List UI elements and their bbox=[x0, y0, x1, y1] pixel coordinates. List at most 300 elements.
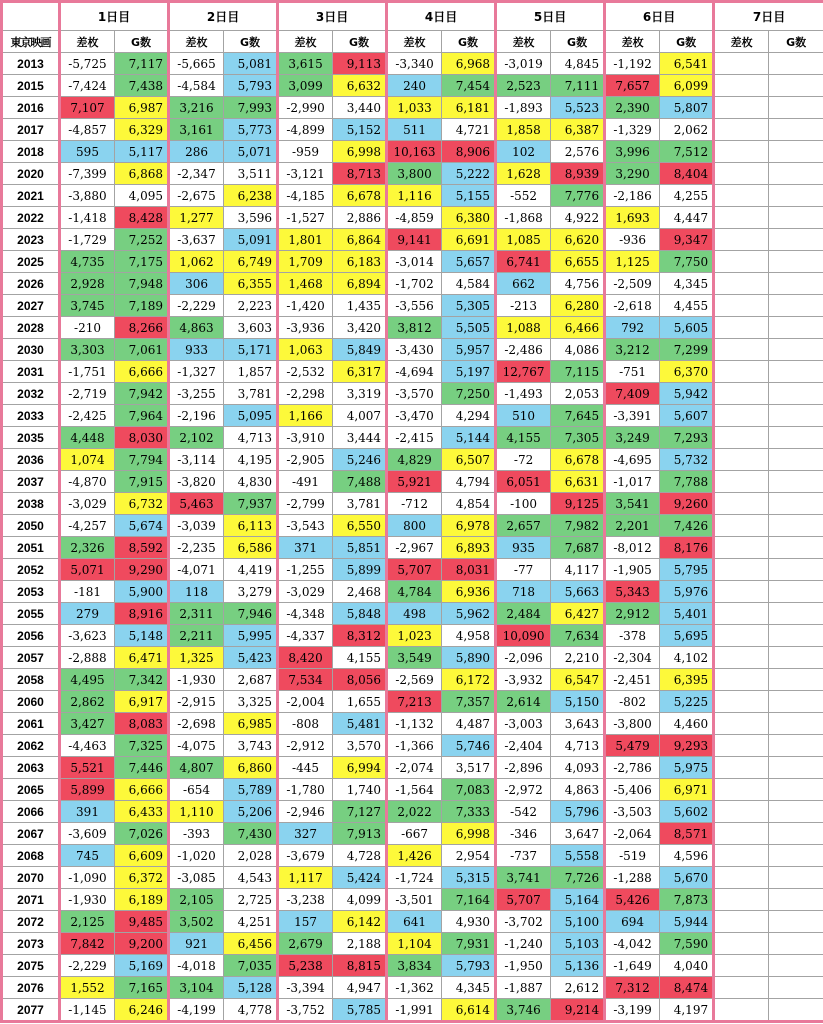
diff-cell: -2,967 bbox=[387, 537, 442, 559]
table-row bbox=[2, 603, 823, 625]
diff-cell: 5,479 bbox=[605, 735, 660, 757]
games-cell: 7,438 bbox=[115, 75, 169, 97]
games-cell: 2,223 bbox=[224, 295, 278, 317]
games-cell: 7,512 bbox=[660, 141, 714, 163]
diff-cell: -2,905 bbox=[278, 449, 333, 471]
games-cell: 6,609 bbox=[115, 845, 169, 867]
games-cell: 2,028 bbox=[224, 845, 278, 867]
machine-number: 2076 bbox=[2, 977, 60, 999]
diff-cell: 2,105 bbox=[169, 889, 224, 911]
games-cell: 5,962 bbox=[442, 603, 496, 625]
machine-number: 2073 bbox=[2, 933, 60, 955]
games-cell: 4,460 bbox=[660, 713, 714, 735]
diff-cell: -936 bbox=[605, 229, 660, 251]
games-cell: 6,317 bbox=[333, 361, 387, 383]
diff-cell: -1,366 bbox=[387, 735, 442, 757]
games-cell: 6,614 bbox=[442, 999, 496, 1022]
machine-number: 2056 bbox=[2, 625, 60, 647]
diff-cell: -3,085 bbox=[169, 867, 224, 889]
games-cell: 5,657 bbox=[442, 251, 496, 273]
games-cell: 2,062 bbox=[660, 119, 714, 141]
diff-cell: 2,102 bbox=[169, 427, 224, 449]
diff-cell: -1,729 bbox=[60, 229, 115, 251]
machine-number: 2071 bbox=[2, 889, 60, 911]
diff-cell: 9,141 bbox=[387, 229, 442, 251]
diff-cell: 3,303 bbox=[60, 339, 115, 361]
games-cell: 8,266 bbox=[115, 317, 169, 339]
diff-cell: 3,549 bbox=[387, 647, 442, 669]
games-cell: 7,357 bbox=[442, 691, 496, 713]
table-row bbox=[2, 559, 823, 581]
games-cell bbox=[769, 163, 823, 185]
games-cell: 8,906 bbox=[442, 141, 496, 163]
diff-cell: -2,347 bbox=[169, 163, 224, 185]
games-cell: 7,165 bbox=[115, 977, 169, 999]
games-cell bbox=[769, 119, 823, 141]
games-cell: 8,176 bbox=[660, 537, 714, 559]
games-cell: 5,401 bbox=[660, 603, 714, 625]
games-cell: 7,333 bbox=[442, 801, 496, 823]
games-cell: 6,355 bbox=[224, 273, 278, 295]
games-cell bbox=[769, 889, 823, 911]
games-cell: 7,426 bbox=[660, 515, 714, 537]
games-cell: 8,474 bbox=[660, 977, 714, 999]
games-cell: 8,312 bbox=[333, 625, 387, 647]
diff-cell: 5,238 bbox=[278, 955, 333, 977]
games-cell: 6,433 bbox=[115, 801, 169, 823]
diff-cell: 792 bbox=[605, 317, 660, 339]
games-cell: 6,456 bbox=[224, 933, 278, 955]
diff-cell: -4,042 bbox=[605, 933, 660, 955]
games-cell bbox=[769, 691, 823, 713]
diff-cell bbox=[714, 823, 769, 845]
diff-cell: -5,665 bbox=[169, 53, 224, 75]
games-cell: 6,998 bbox=[442, 823, 496, 845]
games-cell: 4,345 bbox=[660, 273, 714, 295]
diff-cell: 10,163 bbox=[387, 141, 442, 163]
games-cell: 5,071 bbox=[224, 141, 278, 163]
diff-cell: -519 bbox=[605, 845, 660, 867]
games-cell: 6,998 bbox=[333, 141, 387, 163]
diff-cell bbox=[714, 339, 769, 361]
table-row bbox=[2, 295, 823, 317]
games-cell: 4,255 bbox=[660, 185, 714, 207]
games-cell: 2,725 bbox=[224, 889, 278, 911]
games-cell: 5,674 bbox=[115, 515, 169, 537]
games-cell: 3,325 bbox=[224, 691, 278, 713]
games-cell: 6,968 bbox=[442, 53, 496, 75]
games-cell: 6,936 bbox=[442, 581, 496, 603]
diff-cell: -2,304 bbox=[605, 647, 660, 669]
diff-cell: -1,145 bbox=[60, 999, 115, 1022]
games-cell: 5,481 bbox=[333, 713, 387, 735]
diff-cell bbox=[714, 647, 769, 669]
games-cell: 6,189 bbox=[115, 889, 169, 911]
games-cell: 5,849 bbox=[333, 339, 387, 361]
table-row bbox=[2, 251, 823, 273]
diff-cell: 5,343 bbox=[605, 581, 660, 603]
diff-cell: 1,166 bbox=[278, 405, 333, 427]
diff-cell: -2,004 bbox=[278, 691, 333, 713]
machine-number: 2015 bbox=[2, 75, 60, 97]
diff-cell: 7,842 bbox=[60, 933, 115, 955]
games-cell: 4,830 bbox=[224, 471, 278, 493]
games-cell: 8,083 bbox=[115, 713, 169, 735]
diff-cell bbox=[714, 515, 769, 537]
games-cell bbox=[769, 713, 823, 735]
diff-cell: -3,121 bbox=[278, 163, 333, 185]
games-cell: 5,225 bbox=[660, 691, 714, 713]
diff-cell: -3,501 bbox=[387, 889, 442, 911]
games-cell: 5,995 bbox=[224, 625, 278, 647]
games-cell: 4,487 bbox=[442, 713, 496, 735]
diff-cell: 7,312 bbox=[605, 977, 660, 999]
diff-cell bbox=[714, 75, 769, 97]
games-cell: 5,128 bbox=[224, 977, 278, 999]
diff-cell: -2,196 bbox=[169, 405, 224, 427]
diff-cell bbox=[714, 603, 769, 625]
diff-cell: -959 bbox=[278, 141, 333, 163]
diff-cell: -1,527 bbox=[278, 207, 333, 229]
games-cell bbox=[769, 427, 823, 449]
games-cell: 8,939 bbox=[551, 163, 605, 185]
diff-cell: 3,741 bbox=[496, 867, 551, 889]
diff-cell: -1,192 bbox=[605, 53, 660, 75]
games-cell bbox=[769, 801, 823, 823]
diff-cell: 2,390 bbox=[605, 97, 660, 119]
games-cell: 1,740 bbox=[333, 779, 387, 801]
machine-number: 2018 bbox=[2, 141, 60, 163]
table-row bbox=[2, 427, 823, 449]
games-cell: 4,947 bbox=[333, 977, 387, 999]
games-cell bbox=[769, 647, 823, 669]
diff-cell bbox=[714, 581, 769, 603]
diff-cell: -4,018 bbox=[169, 955, 224, 977]
diff-cell: -393 bbox=[169, 823, 224, 845]
machine-number: 2028 bbox=[2, 317, 60, 339]
games-cell: 7,946 bbox=[224, 603, 278, 625]
games-cell: 7,454 bbox=[442, 75, 496, 97]
games-cell bbox=[769, 603, 823, 625]
games-cell: 7,687 bbox=[551, 537, 605, 559]
diff-cell: 6,741 bbox=[496, 251, 551, 273]
diff-cell: 662 bbox=[496, 273, 551, 295]
games-cell: 5,975 bbox=[660, 757, 714, 779]
table-row bbox=[2, 713, 823, 735]
diff-cell bbox=[714, 97, 769, 119]
games-cell: 3,517 bbox=[442, 757, 496, 779]
diff-cell: -3,609 bbox=[60, 823, 115, 845]
games-cell: 5,899 bbox=[333, 559, 387, 581]
games-cell: 3,643 bbox=[551, 713, 605, 735]
diff-cell: -5,725 bbox=[60, 53, 115, 75]
games-cell: 3,319 bbox=[333, 383, 387, 405]
diff-cell: 391 bbox=[60, 801, 115, 823]
diff-cell: -2,569 bbox=[387, 669, 442, 691]
table-row bbox=[2, 53, 823, 75]
games-cell: 6,183 bbox=[333, 251, 387, 273]
diff-cell bbox=[714, 625, 769, 647]
games-cell: 5,785 bbox=[333, 999, 387, 1022]
games-cell: 6,666 bbox=[115, 361, 169, 383]
games-cell: 7,061 bbox=[115, 339, 169, 361]
diff-cell: -4,348 bbox=[278, 603, 333, 625]
day-header-5: 5日目 bbox=[496, 2, 605, 31]
games-cell: 5,148 bbox=[115, 625, 169, 647]
diff-cell: 5,463 bbox=[169, 493, 224, 515]
games-cell: 6,329 bbox=[115, 119, 169, 141]
games-cell bbox=[769, 229, 823, 251]
games-cell: 5,732 bbox=[660, 449, 714, 471]
games-cell: 6,246 bbox=[115, 999, 169, 1022]
table-row bbox=[2, 537, 823, 559]
games-cell: 3,647 bbox=[551, 823, 605, 845]
diff-cell: 1,125 bbox=[605, 251, 660, 273]
diff-cell: 1,117 bbox=[278, 867, 333, 889]
machine-number: 2016 bbox=[2, 97, 60, 119]
games-cell: 6,985 bbox=[224, 713, 278, 735]
games-cell: 3,743 bbox=[224, 735, 278, 757]
table-row bbox=[2, 515, 823, 537]
machine-number: 2027 bbox=[2, 295, 60, 317]
diff-cell: 1,468 bbox=[278, 273, 333, 295]
games-cell: 7,111 bbox=[551, 75, 605, 97]
diff-cell bbox=[714, 141, 769, 163]
table-row bbox=[2, 889, 823, 911]
games-cell: 5,900 bbox=[115, 581, 169, 603]
games-cell: 8,592 bbox=[115, 537, 169, 559]
diff-cell: -4,857 bbox=[60, 119, 115, 141]
diff-cell: -3,430 bbox=[387, 339, 442, 361]
table-row bbox=[2, 141, 823, 163]
diff-cell bbox=[714, 207, 769, 229]
machine-number: 2057 bbox=[2, 647, 60, 669]
games-cell bbox=[769, 779, 823, 801]
diff-cell: -1,702 bbox=[387, 273, 442, 295]
games-cell: 7,488 bbox=[333, 471, 387, 493]
games-cell: 4,854 bbox=[442, 493, 496, 515]
games-cell: 4,543 bbox=[224, 867, 278, 889]
games-cell: 7,305 bbox=[551, 427, 605, 449]
games-cell bbox=[769, 515, 823, 537]
diff-cell bbox=[714, 405, 769, 427]
table-body bbox=[2, 2, 823, 1022]
games-cell bbox=[769, 911, 823, 933]
diff-cell: -2,618 bbox=[605, 295, 660, 317]
diff-cell: -3,936 bbox=[278, 317, 333, 339]
diff-cell: 3,502 bbox=[169, 911, 224, 933]
machine-number: 2033 bbox=[2, 405, 60, 427]
diff-cell: -3,238 bbox=[278, 889, 333, 911]
games-cell: 7,299 bbox=[660, 339, 714, 361]
games-cell: 7,083 bbox=[442, 779, 496, 801]
diff-cell: 3,161 bbox=[169, 119, 224, 141]
games-cell: 4,102 bbox=[660, 647, 714, 669]
machine-number: 2020 bbox=[2, 163, 60, 185]
games-cell: 7,115 bbox=[551, 361, 605, 383]
games-cell: 7,794 bbox=[115, 449, 169, 471]
diff-cell: -1,649 bbox=[605, 955, 660, 977]
diff-cell: 1,277 bbox=[169, 207, 224, 229]
table-row bbox=[2, 933, 823, 955]
diff-cell: -3,029 bbox=[60, 493, 115, 515]
table-row bbox=[2, 999, 823, 1022]
games-cell: 7,873 bbox=[660, 889, 714, 911]
diff-cell: -2,074 bbox=[387, 757, 442, 779]
diff-cell: -3,029 bbox=[278, 581, 333, 603]
games-cell: 5,103 bbox=[551, 933, 605, 955]
table-row bbox=[2, 779, 823, 801]
diff-cell: 5,071 bbox=[60, 559, 115, 581]
games-cell: 7,164 bbox=[442, 889, 496, 911]
diff-cell: -1,930 bbox=[169, 669, 224, 691]
diff-cell bbox=[714, 735, 769, 757]
diff-cell: -1,905 bbox=[605, 559, 660, 581]
diff-cell bbox=[714, 845, 769, 867]
table-row bbox=[2, 669, 823, 691]
games-cell: 5,848 bbox=[333, 603, 387, 625]
table-row bbox=[2, 383, 823, 405]
games-cell: 7,942 bbox=[115, 383, 169, 405]
games-cell: 6,395 bbox=[660, 669, 714, 691]
diff-cell: -1,420 bbox=[278, 295, 333, 317]
diff-cell: 1,116 bbox=[387, 185, 442, 207]
diff-cell: -2,229 bbox=[169, 295, 224, 317]
games-cell bbox=[769, 559, 823, 581]
games-cell: 4,930 bbox=[442, 911, 496, 933]
machine-number: 2062 bbox=[2, 735, 60, 757]
games-cell: 4,294 bbox=[442, 405, 496, 427]
games-cell: 7,937 bbox=[224, 493, 278, 515]
games-cell: 1,655 bbox=[333, 691, 387, 713]
diff-cell: 1,063 bbox=[278, 339, 333, 361]
table-row bbox=[2, 207, 823, 229]
diff-cell bbox=[714, 977, 769, 999]
machine-number: 2030 bbox=[2, 339, 60, 361]
games-cell: 5,773 bbox=[224, 119, 278, 141]
games-cell: 7,776 bbox=[551, 185, 605, 207]
games-cell: 6,678 bbox=[333, 185, 387, 207]
games-cell bbox=[769, 273, 823, 295]
diff-cell: -1,288 bbox=[605, 867, 660, 889]
diff-cell: -1,418 bbox=[60, 207, 115, 229]
diff-cell: -4,199 bbox=[169, 999, 224, 1022]
games-cell: 7,293 bbox=[660, 427, 714, 449]
games-cell: 4,728 bbox=[333, 845, 387, 867]
diff-cell: -3,556 bbox=[387, 295, 442, 317]
games-cell: 5,851 bbox=[333, 537, 387, 559]
diff-cell: -1,240 bbox=[496, 933, 551, 955]
table-row bbox=[2, 339, 823, 361]
games-cell: 6,372 bbox=[115, 867, 169, 889]
games-cell: 5,117 bbox=[115, 141, 169, 163]
games-cell: 5,793 bbox=[442, 955, 496, 977]
diff-cell: -3,391 bbox=[605, 405, 660, 427]
diff-cell: 1,085 bbox=[496, 229, 551, 251]
games-cell: 9,485 bbox=[115, 911, 169, 933]
diff-cell: -4,694 bbox=[387, 361, 442, 383]
day-header-3: 3日目 bbox=[278, 2, 387, 31]
diff-cell: -2,298 bbox=[278, 383, 333, 405]
games-cell: 3,781 bbox=[333, 493, 387, 515]
games-cell: 7,964 bbox=[115, 405, 169, 427]
diff-cell: 4,448 bbox=[60, 427, 115, 449]
machine-number: 2017 bbox=[2, 119, 60, 141]
diff-cell: 1,074 bbox=[60, 449, 115, 471]
games-cell: 6,471 bbox=[115, 647, 169, 669]
diff-cell: 1,709 bbox=[278, 251, 333, 273]
day-header-1: 1日目 bbox=[60, 2, 169, 31]
diff-cell: 1,062 bbox=[169, 251, 224, 273]
diff-cell: 4,495 bbox=[60, 669, 115, 691]
diff-cell: 327 bbox=[278, 823, 333, 845]
games-cell: 5,155 bbox=[442, 185, 496, 207]
diff-cell bbox=[714, 53, 769, 75]
games-cell: 6,678 bbox=[551, 449, 605, 471]
games-cell: 4,447 bbox=[660, 207, 714, 229]
diff-cell: 12,767 bbox=[496, 361, 551, 383]
diff-cell: -8,012 bbox=[605, 537, 660, 559]
diff-cell: -3,679 bbox=[278, 845, 333, 867]
games-cell: 3,511 bbox=[224, 163, 278, 185]
diff-cell bbox=[714, 669, 769, 691]
sub-header-diff: 差枚 bbox=[169, 31, 224, 53]
table-row bbox=[2, 185, 823, 207]
games-cell: 6,987 bbox=[115, 97, 169, 119]
sub-header-diff: 差枚 bbox=[714, 31, 769, 53]
games-cell: 2,053 bbox=[551, 383, 605, 405]
games-cell: 7,252 bbox=[115, 229, 169, 251]
games-cell: 4,922 bbox=[551, 207, 605, 229]
games-cell: 7,342 bbox=[115, 669, 169, 691]
diff-cell: -346 bbox=[496, 823, 551, 845]
diff-cell: 2,125 bbox=[60, 911, 115, 933]
games-cell: 5,746 bbox=[442, 735, 496, 757]
diff-cell: 595 bbox=[60, 141, 115, 163]
table-row bbox=[2, 823, 823, 845]
diff-cell: 5,426 bbox=[605, 889, 660, 911]
diff-cell bbox=[714, 471, 769, 493]
games-cell: 6,632 bbox=[333, 75, 387, 97]
sub-header-games: G数 bbox=[115, 31, 169, 53]
diff-cell: -1,950 bbox=[496, 955, 551, 977]
games-cell: 7,948 bbox=[115, 273, 169, 295]
diff-cell: -2,064 bbox=[605, 823, 660, 845]
diff-cell: 2,912 bbox=[605, 603, 660, 625]
diff-cell: 1,801 bbox=[278, 229, 333, 251]
table-row bbox=[2, 625, 823, 647]
diff-cell: -1,329 bbox=[605, 119, 660, 141]
table-row bbox=[2, 845, 823, 867]
diff-cell: 1,552 bbox=[60, 977, 115, 999]
diff-cell bbox=[714, 999, 769, 1022]
diff-cell: -2,888 bbox=[60, 647, 115, 669]
diff-cell: 498 bbox=[387, 603, 442, 625]
games-cell: 5,607 bbox=[660, 405, 714, 427]
diff-cell: -3,014 bbox=[387, 251, 442, 273]
diff-cell: 2,201 bbox=[605, 515, 660, 537]
diff-cell bbox=[714, 383, 769, 405]
games-cell: 5,100 bbox=[551, 911, 605, 933]
diff-cell: 157 bbox=[278, 911, 333, 933]
games-cell: 5,091 bbox=[224, 229, 278, 251]
table-row bbox=[2, 647, 823, 669]
diff-cell: 3,541 bbox=[605, 493, 660, 515]
table-row bbox=[2, 867, 823, 889]
machine-number: 2065 bbox=[2, 779, 60, 801]
machine-number: 2052 bbox=[2, 559, 60, 581]
games-cell: 4,713 bbox=[224, 427, 278, 449]
